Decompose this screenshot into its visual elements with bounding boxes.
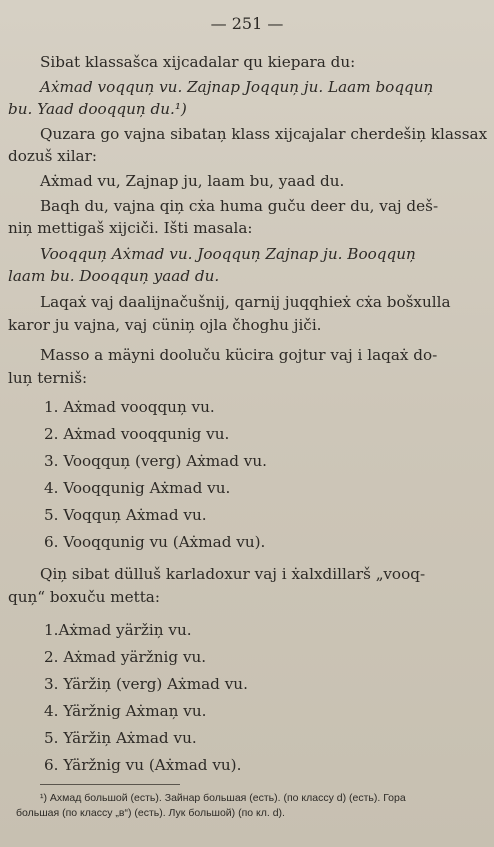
list-item: 1.Aẋmad yäržiņ vu. xyxy=(44,621,192,639)
text-line: Sibat klassašca xijcadalar qu kiepara du: xyxy=(40,53,356,71)
footnote-line: ¹) Ахмад большой (есть). Зайнар большая (есть). (по классу d) (есть). Гора xyxy=(40,792,406,804)
list-item: 4. Yäržnig Aẋmaņ vu. xyxy=(44,702,207,720)
list-item: 2. Aẋmad yäržnig vu. xyxy=(44,648,207,666)
list-item: 2. Aẋmad vooqqunig vu. xyxy=(44,425,230,443)
text-line: quņ“ boxuču metta: xyxy=(8,588,160,606)
page-number: — 251 — xyxy=(210,14,284,33)
list-item: 5. Yäržiņ Aẋmad vu. xyxy=(44,729,197,747)
list-item: 3. Yäržiņ (verg) Aẋmad vu. xyxy=(44,675,248,693)
text-line: Laqaẋ vaj daalijnačušnij, qarnij juqqhieẋ cẋa bošxulla xyxy=(40,293,451,311)
text-line: Qiņ sibat dülluš karladoxur vaj i ẋalxdillarš „vooq- xyxy=(40,565,426,583)
list-item: 1. Aẋmad vooqquņ vu. xyxy=(44,398,215,416)
text-line: laam bu. Dooqquņ yaad du. xyxy=(8,267,220,285)
text-line: Baqh du, vajna qiņ cẋa huma guču deer du, vaj deš- xyxy=(40,197,439,215)
text-line: karor ju vajna, vaj cüniņ ojla čhoghu jiči. xyxy=(8,316,322,334)
footnote-line: большая (по классу „в“) (есть). Лук большой) (по кл. d). xyxy=(16,807,285,819)
list-item: 6. Vooqqunig vu (Aẋmad vu). xyxy=(44,533,266,551)
list-item: 4. Vooqqunig Aẋmad vu. xyxy=(44,479,231,497)
text-line: Vooqquņ Aẋmad vu. Jooqquņ Zajnap ju. Booqquņ xyxy=(40,245,416,263)
text-line: luņ terniš: xyxy=(8,369,88,387)
text-line: bu. Yaad dooqquņ du.¹) xyxy=(8,100,187,118)
text-line: dozuš xilar: xyxy=(8,147,97,165)
text-line: niņ mettigaš xijciči. Išti masala: xyxy=(8,219,253,237)
text-line: Masso a mäyni dooluču kücira gojtur vaj i laqaẋ do- xyxy=(40,346,438,364)
list-item: 6. Yäržnig vu (Aẋmad vu). xyxy=(44,756,242,774)
text-line: Aẋmad vu, Zajnap ju, laam bu, yaad du. xyxy=(40,172,345,190)
text-line: Quzara go vajna sibataņ klass xijcajalar cherdešiņ klassax xyxy=(40,125,488,143)
text-line: Aẋmad voqquņ vu. Zajnap Joqquņ ju. Laam boqquņ xyxy=(40,78,434,96)
list-item: 3. Vooqquņ (verg) Aẋmad vu. xyxy=(44,452,267,470)
list-item: 5. Voqquņ Aẋmad vu. xyxy=(44,506,207,524)
footnote-divider xyxy=(40,784,180,785)
